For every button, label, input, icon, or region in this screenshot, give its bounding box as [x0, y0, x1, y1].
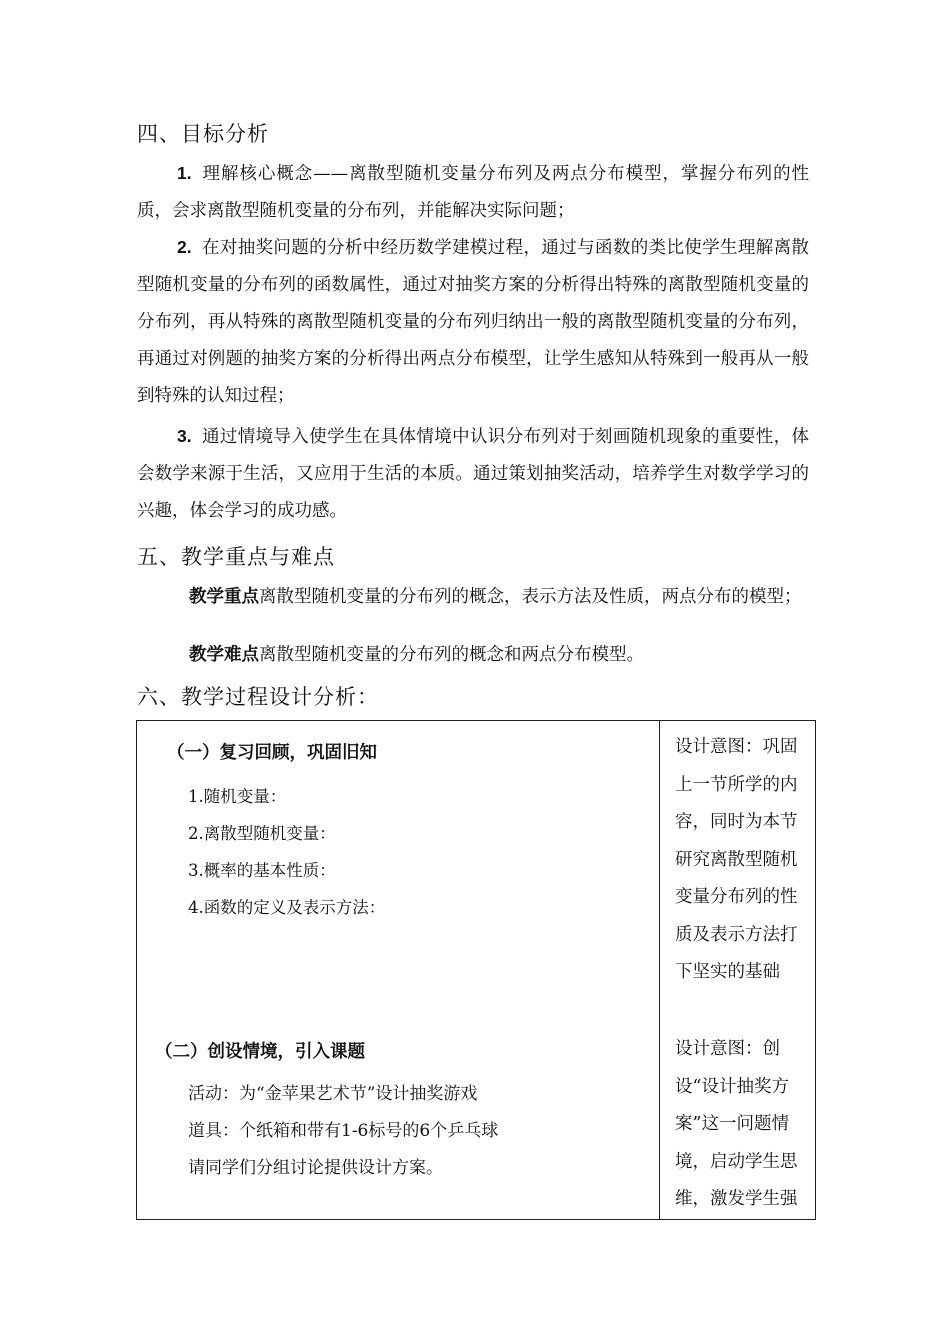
difficulty-label: 教学难点	[189, 645, 259, 665]
difficulty-text: 离散型随机变量的分布列的概念和两点分布模型。	[259, 645, 644, 665]
review-item: 3.概率的基本性质：	[188, 861, 336, 880]
review-item: 2.离散型随机变量：	[188, 824, 336, 843]
key-point-label: 教学重点	[189, 587, 259, 607]
goal-text: 在对抽奖问题的分析中经历数学建模过程，通过与函数的类比使学生理解离散型随机变量的分布列的函数属性，通过对抽奖方案的分析得出特殊的离散型随机变量的分布列，再从特殊的离散型随机变量的分布列归纳出一般的离散型随机变量的分布列，再通过对例题的抽奖方案的分析得出两点分布模型，让学生感知从特殊到一般再从一般到特殊的认知过程；	[137, 238, 809, 406]
part1-title: （一）复习回顾，巩固旧知	[167, 743, 377, 763]
part2-intent: 设计意图：创设“设计抽奖方案”这一问题情境，启动学生思维，激发学生强	[675, 1039, 798, 1209]
goal-item-3	[137, 418, 809, 530]
goal-number: 1.	[177, 163, 192, 183]
goal-heading: 四、目标分析	[137, 122, 269, 146]
part1-intent: 设计意图：巩固上一节所学的内容，同时为本节研究离散型随机变量分布列的性质及表示方法打下坚实的基础	[675, 737, 798, 982]
scenario-line: 道具：个纸箱和带有1-6标号的6个乒乓球	[188, 1121, 499, 1141]
review-item: 1.随机变量：	[188, 787, 287, 806]
goal-item-1	[137, 155, 809, 230]
scenario-line: 请同学们分组讨论提供设计方案。	[188, 1158, 443, 1178]
process-heading: 六、教学过程设计分析：	[137, 685, 379, 709]
key-point	[137, 583, 809, 611]
key-heading: 五、教学重点与难点	[137, 545, 335, 569]
process-table	[136, 720, 816, 1220]
goal-item-2	[137, 229, 809, 415]
goal-text: 理解核心概念——离散型随机变量分布列及两点分布模型，掌握分布列的性质，会求离散型随机变量的分布列，并能解决实际问题；	[137, 164, 809, 221]
goal-number: 3.	[177, 426, 192, 446]
goal-number: 2.	[177, 237, 192, 257]
scenario-line: 活动：为“金苹果艺术节”设计抽奖游戏	[188, 1084, 478, 1104]
goal-text: 通过情境导入使学生在具体情境中认识分布列对于刻画随机现象的重要性，体会数学来源于生活，又应用于生活的本质。通过策划抽奖活动，培养学生对数学学习的兴趣，体会学习的成功感。	[137, 427, 809, 521]
key-point-text: 离散型随机变量的分布列的概念，表示方法及性质，两点分布的模型；	[259, 587, 802, 607]
difficulty-point	[137, 641, 809, 669]
part2-title: （二）创设情境，引入课题	[155, 1042, 365, 1062]
review-item: 4.函数的定义及表示方法：	[188, 898, 386, 917]
column-divider	[659, 721, 660, 1219]
